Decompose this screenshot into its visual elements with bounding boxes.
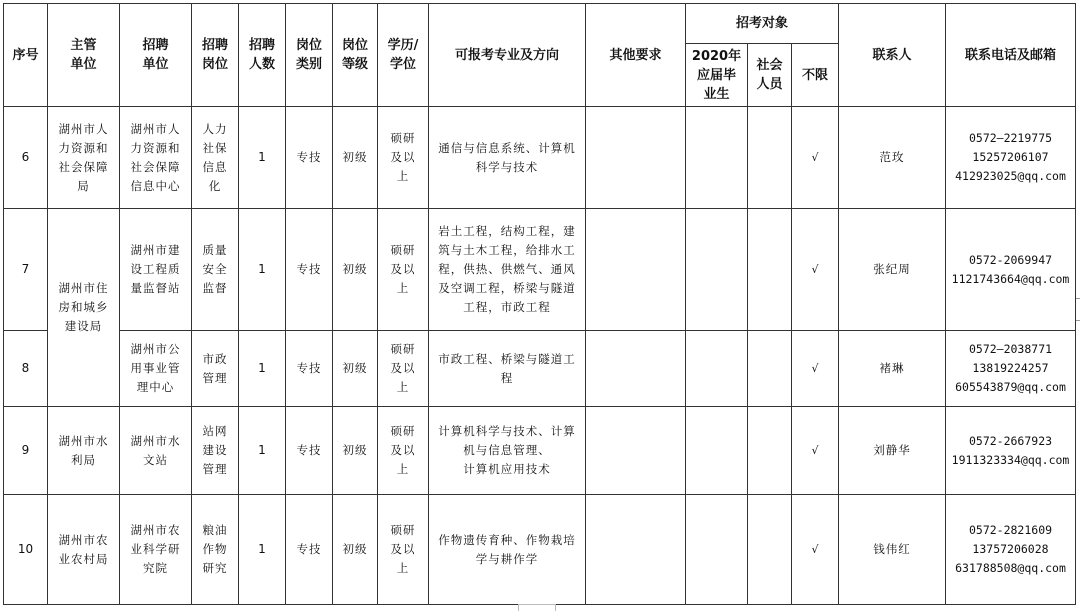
header-dept: 主管 单位 — [48, 4, 120, 107]
cell-level: 初级 — [333, 209, 378, 331]
cell-target-social — [748, 495, 792, 605]
recruitment-table — [3, 3, 1076, 605]
cell-target-any: √ — [792, 495, 839, 605]
cell-count: 1 — [239, 407, 286, 495]
header-level: 岗位 等级 — [333, 4, 378, 107]
cell-unit: 湖州市建 设工程质 量监督站 — [120, 209, 192, 331]
header-contact: 联系人 — [839, 4, 946, 107]
header-phone: 联系电话及邮箱 — [946, 4, 1076, 107]
cell-level: 初级 — [333, 107, 378, 209]
cell-target-grad — [686, 495, 748, 605]
header-row — [4, 4, 1076, 44]
cell-dept: 湖州市人 力资源和 社会保障 局 — [48, 107, 120, 209]
cell-level: 初级 — [333, 495, 378, 605]
table-row — [4, 107, 1076, 209]
cell-target-social — [748, 209, 792, 331]
cell-target-social — [748, 331, 792, 407]
cell-seq: 10 — [4, 495, 48, 605]
header-other: 其他要求 — [586, 4, 686, 107]
header-target-any: 不限 — [792, 44, 839, 107]
cell-phone: 0572—2219775 15257206107 412923025@qq.com — [946, 107, 1076, 209]
cell-target-any: √ — [792, 107, 839, 209]
table-row — [4, 495, 1076, 605]
cell-category: 专技 — [286, 407, 333, 495]
cell-other — [586, 209, 686, 331]
cell-majors: 市政工程、桥梁与隧道工 程 — [429, 331, 586, 407]
cell-target-any: √ — [792, 331, 839, 407]
cell-unit: 湖州市人 力资源和 社会保障 信息中心 — [120, 107, 192, 209]
cell-education: 硕研 及以 上 — [378, 407, 429, 495]
cell-majors: 计算机科学与技术、计算 机与信息管理、 计算机应用技术 — [429, 407, 586, 495]
cell-dept: 湖州市水 利局 — [48, 407, 120, 495]
cell-majors: 岩土工程，结构工程，建 筑与土木工程，给排水工 程，供热、供燃气、通风 及空调工程，桥梁与隧道 工程，市政工程 — [429, 209, 586, 331]
header-education: 学历/ 学位 — [378, 4, 429, 107]
cell-category: 专技 — [286, 209, 333, 331]
table-row — [4, 209, 1076, 331]
cell-contact: 钱伟红 — [839, 495, 946, 605]
cell-category: 专技 — [286, 495, 333, 605]
cell-education: 硕研 及以 上 — [378, 495, 429, 605]
header-position: 招聘 岗位 — [192, 4, 239, 107]
table-row — [4, 407, 1076, 495]
cell-unit: 湖州市公 用事业管 理中心 — [120, 331, 192, 407]
cell-majors: 通信与信息系统、计算机 科学与技术 — [429, 107, 586, 209]
cell-seq: 8 — [4, 331, 48, 407]
cell-dept: 湖州市住 房和城乡 建设局 — [48, 209, 120, 407]
cell-phone: 0572-2069947 1121743664@qq.com — [946, 209, 1076, 331]
header-target-grad: 2020年 应届毕 业生 — [686, 44, 748, 107]
header-unit: 招聘 单位 — [120, 4, 192, 107]
cell-education: 硕研 及以 上 — [378, 209, 429, 331]
cell-other — [586, 331, 686, 407]
cell-contact: 褚琳 — [839, 331, 946, 407]
cell-target-grad — [686, 407, 748, 495]
cell-phone: 0572-2667923 1911323334@qq.com — [946, 407, 1076, 495]
cell-target-any: √ — [792, 407, 839, 495]
cell-unit: 湖州市水 文站 — [120, 407, 192, 495]
cell-dept: 湖州市农 业农村局 — [48, 495, 120, 605]
cell-majors: 作物遗传育种、作物栽培 学与耕作学 — [429, 495, 586, 605]
cell-education: 硕研 及以 上 — [378, 107, 429, 209]
cell-contact: 张纪周 — [839, 209, 946, 331]
cell-count: 1 — [239, 107, 286, 209]
cell-position: 站网 建设 管理 — [192, 407, 239, 495]
cell-phone: 0572—2038771 13819224257 605543879@qq.com — [946, 331, 1076, 407]
cell-target-social — [748, 407, 792, 495]
cell-contact: 范玫 — [839, 107, 946, 209]
cell-position: 质量 安全 监督 — [192, 209, 239, 331]
cell-target-social — [748, 107, 792, 209]
header-majors: 可报考专业及方向 — [429, 4, 586, 107]
cell-unit: 湖州市农 业科学研 究院 — [120, 495, 192, 605]
header-target-social: 社会 人员 — [748, 44, 792, 107]
cell-position: 人力 社保 信息 化 — [192, 107, 239, 209]
header-category: 岗位 类别 — [286, 4, 333, 107]
cell-target-grad — [686, 331, 748, 407]
cell-seq: 9 — [4, 407, 48, 495]
cell-other — [586, 407, 686, 495]
cell-contact: 刘静华 — [839, 407, 946, 495]
header-seq: 序号 — [4, 4, 48, 107]
row-resize-marker — [1076, 298, 1080, 299]
cell-target-grad — [686, 209, 748, 331]
cell-count: 1 — [239, 495, 286, 605]
row-resize-marker — [1076, 320, 1080, 321]
table-row — [4, 331, 1076, 407]
cell-count: 1 — [239, 331, 286, 407]
cell-target-grad — [686, 107, 748, 209]
cell-other — [586, 107, 686, 209]
cell-seq: 7 — [4, 209, 48, 331]
cell-position: 市政 管理 — [192, 331, 239, 407]
cell-category: 专技 — [286, 331, 333, 407]
cell-other — [586, 495, 686, 605]
cell-phone: 0572-2821609 13757206028 631788508@qq.com — [946, 495, 1076, 605]
cell-category: 专技 — [286, 107, 333, 209]
cell-count: 1 — [239, 209, 286, 331]
cell-position: 粮油 作物 研究 — [192, 495, 239, 605]
cell-seq: 6 — [4, 107, 48, 209]
cell-level: 初级 — [333, 331, 378, 407]
cell-level: 初级 — [333, 407, 378, 495]
header-count: 招聘 人数 — [239, 4, 286, 107]
cell-target-any: √ — [792, 209, 839, 331]
cell-education: 硕研 及以 上 — [378, 331, 429, 407]
header-target: 招考对象 — [686, 4, 839, 44]
